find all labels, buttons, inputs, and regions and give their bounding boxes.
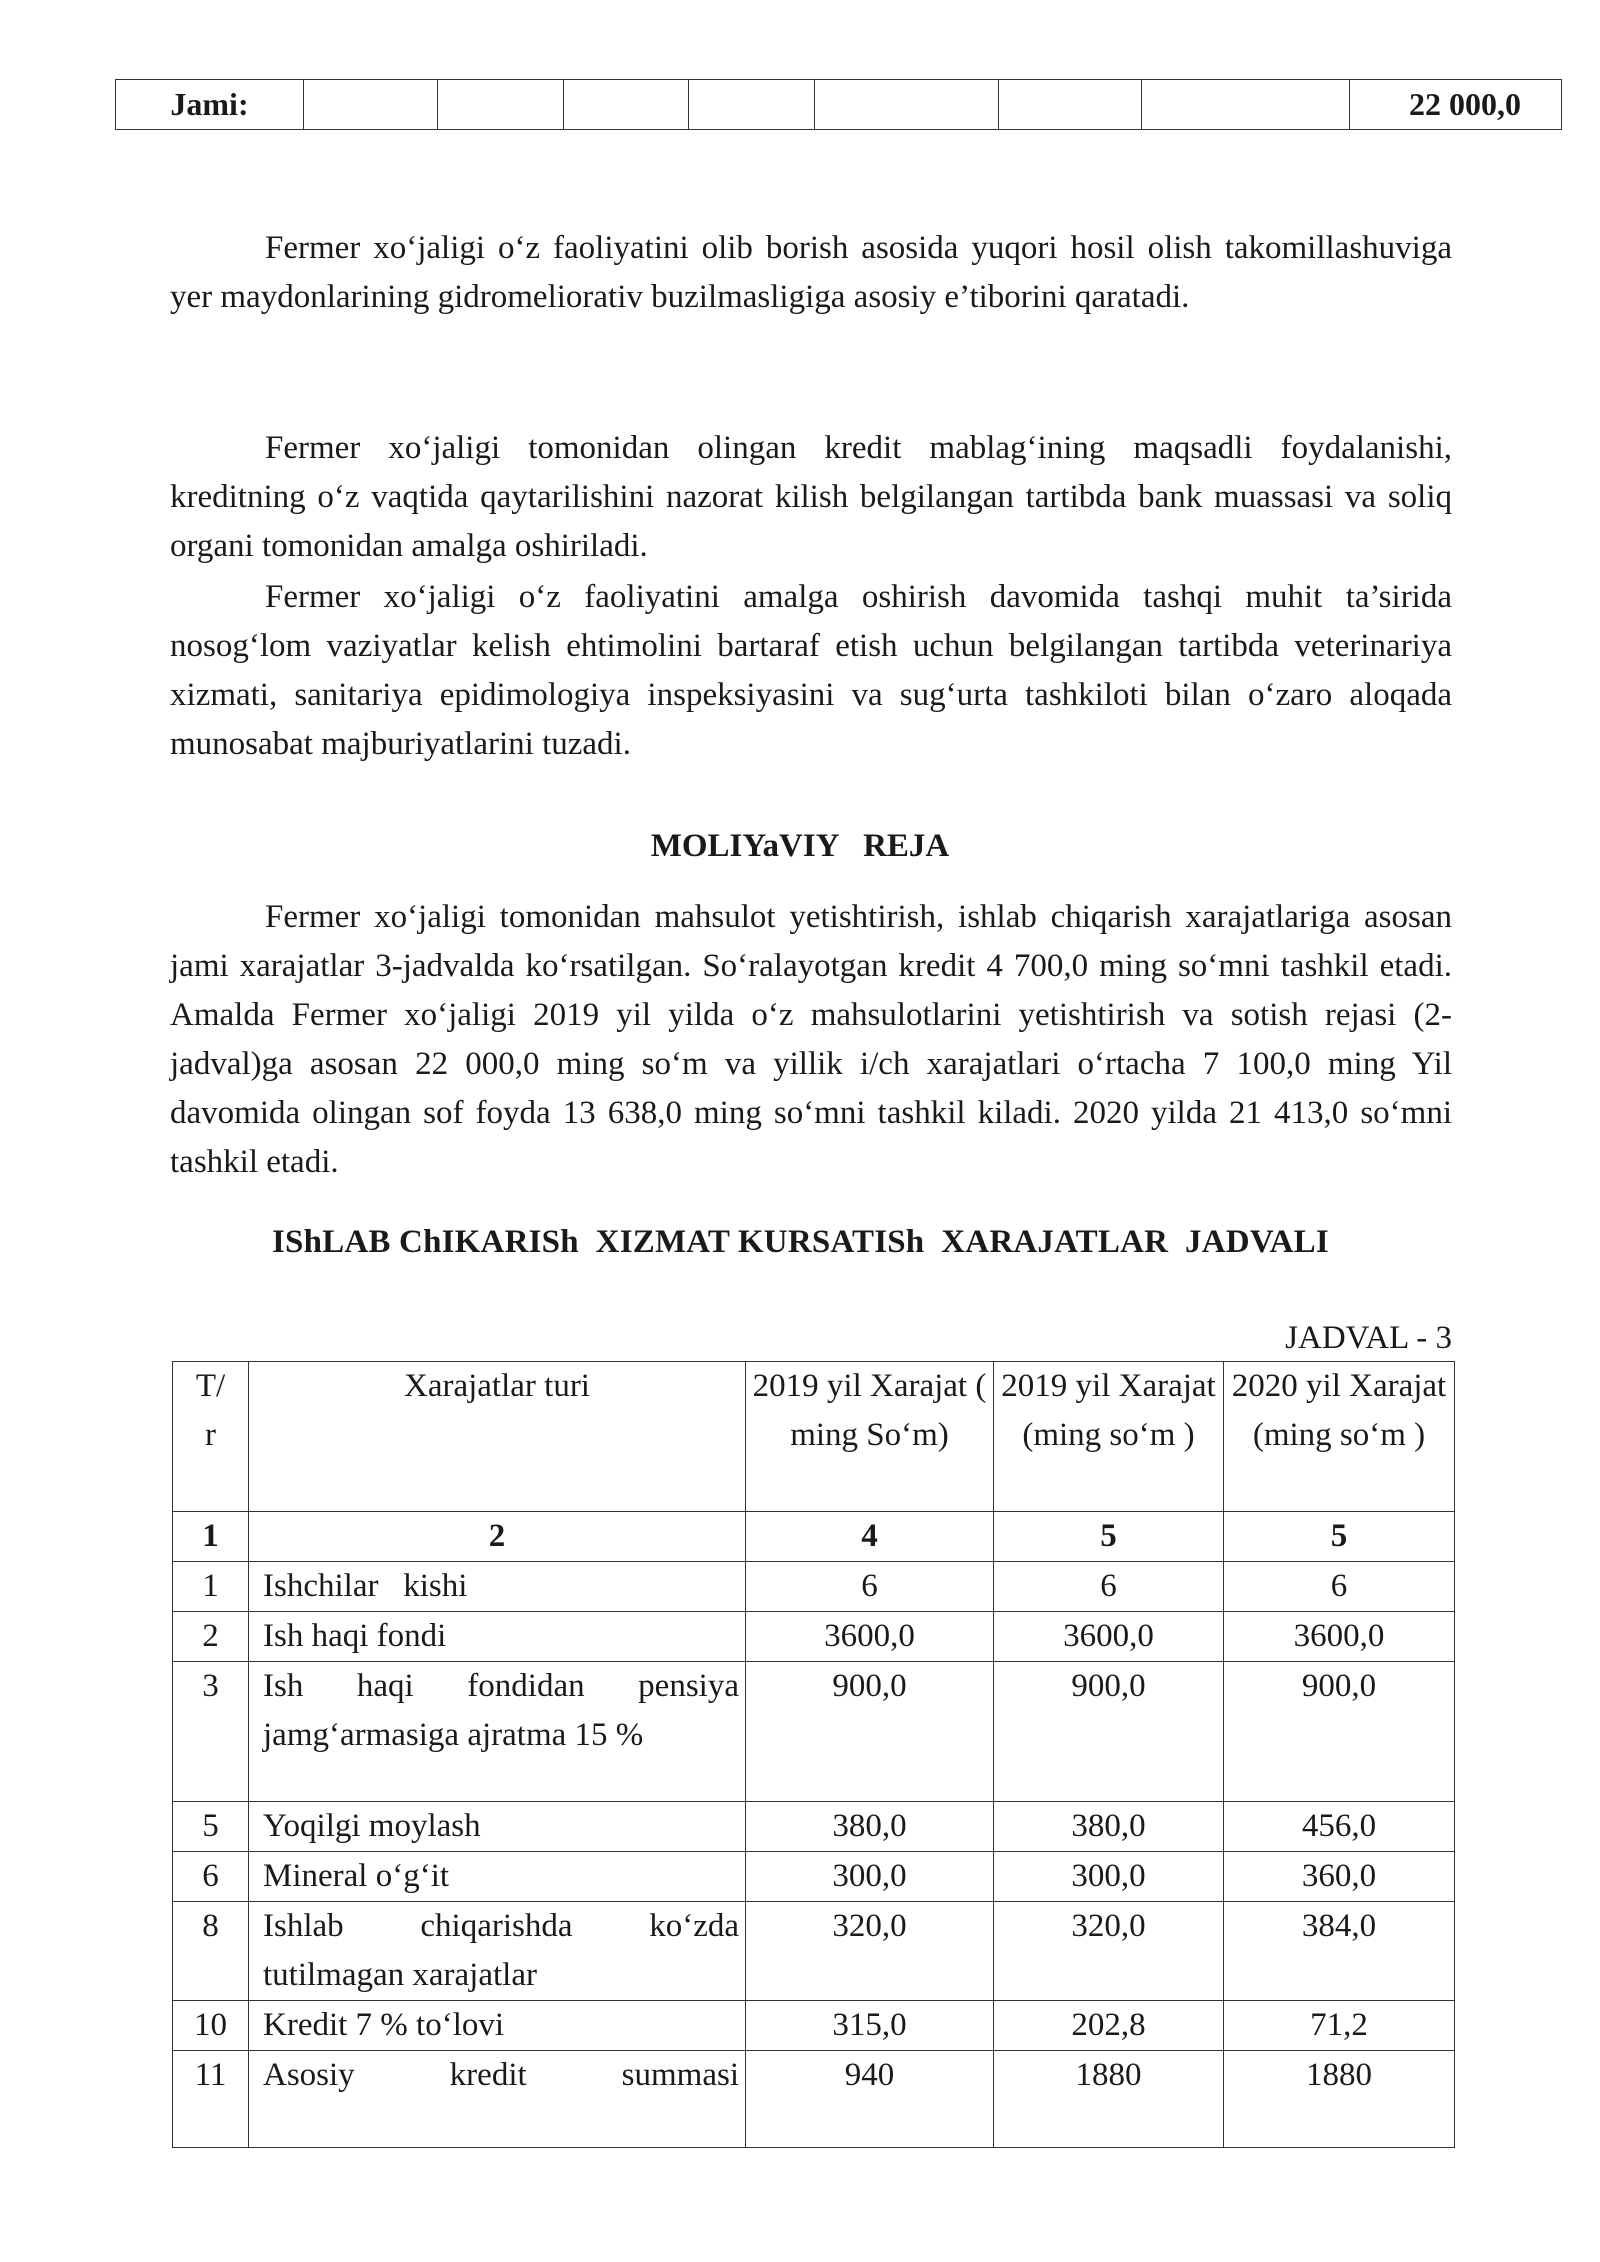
- column-number: 2: [249, 1512, 746, 1562]
- value-2019-a: 320,0: [746, 1902, 994, 2001]
- empty-cell: [304, 80, 438, 130]
- value-2019-b: 202,8: [994, 2001, 1224, 2051]
- empty-cell: [564, 80, 689, 130]
- value-2019-b: 300,0: [994, 1852, 1224, 1902]
- empty-cell: [999, 80, 1142, 130]
- paragraph-tashqi-muhit: Fermer xo‘jaligi o‘z faoliyatini amalga oshirish davomida tashqi muhit ta’sirida nosog‘lom vaziyatlar kelish ehtimolini bartaraf etish uchun belgilangan tartibda veterinariya xizmati, sanitariya epidimologiya inspeksiyasini va sug‘urta tashkiloti bilan o‘zaro aloqada munosabat majburiyatlarini tuzadi.: [170, 579, 1452, 762]
- cost-type: Asosiy kredit summasi: [249, 2051, 746, 2148]
- header-tr: T/ r: [173, 1362, 249, 1512]
- cost-type: Mineral o‘g‘it: [249, 1852, 746, 1902]
- cost-type: Ish haqi fondidan pensiya jamg‘armasiga ajratma 15 %: [249, 1662, 746, 1802]
- value-2019-a: 315,0: [746, 2001, 994, 2051]
- header-2019-a: 2019 yil Xarajat ( ming So‘m): [746, 1362, 994, 1512]
- value-2019-b: 900,0: [994, 1662, 1224, 1802]
- table-row: [173, 2051, 1455, 2148]
- jami-total: 22 000,0: [1350, 80, 1562, 130]
- value-2019-b: 6: [994, 1562, 1224, 1612]
- value-2019-a: 940: [746, 2051, 994, 2148]
- table-title: IShLAB ChIKARISh XIZMAT KURSATISh XARAJATLAR JADVALI: [272, 1224, 1329, 1260]
- column-number: 1: [173, 1512, 249, 1562]
- section-heading-moliyaviy-reja: MOLIYaVIY REJA: [650, 828, 950, 864]
- column-number-row: [173, 1512, 1455, 1562]
- table-number: JADVAL - 3: [1285, 1320, 1452, 1356]
- empty-cell: [815, 80, 999, 130]
- cost-type: Yoqilgi moylash: [249, 1802, 746, 1852]
- table-row: [173, 1662, 1455, 1802]
- value-2019-a: 380,0: [746, 1802, 994, 1852]
- paragraph-moliyaviy-reja: Fermer xo‘jaligi tomonidan mahsulot yetishtirish, ishlab chiqarish xarajatlariga asosan jami xarajatlar 3-jadvalda ko‘rsatilgan. So‘ralayotgan kredit 4 700,0 ming so‘mni tashkil etadi. Amalda Fermer xo‘jaligi 2019 yil yilda o‘z mahsulotlarini yetishtirish va sotish rejasi (2-jadval)ga asosan 22 000,0 ming so‘m va yillik i/ch xarajatlari o‘rtacha 7 100,0 ming Yil davomida olingan sof foyda 13 638,0 ming so‘mni tashkil kiladi. 2020 yilda 21 413,0 so‘mni tashkil etadi.: [170, 899, 1452, 1180]
- row-number: 8: [173, 1902, 249, 2001]
- empty-cell: [438, 80, 564, 130]
- table-row: [173, 1612, 1455, 1662]
- value-2019-b: 380,0: [994, 1802, 1224, 1852]
- cost-type: Ishchilar kishi: [249, 1562, 746, 1612]
- cost-table: [172, 1361, 1455, 2148]
- value-2020: 456,0: [1224, 1802, 1455, 1852]
- value-2020: 1880: [1224, 2051, 1455, 2148]
- empty-cell: [1142, 80, 1350, 130]
- value-2020: 71,2: [1224, 2001, 1455, 2051]
- table-row: [173, 1562, 1455, 1612]
- value-2020: 900,0: [1224, 1662, 1455, 1802]
- value-2020: 3600,0: [1224, 1612, 1455, 1662]
- jami-table: [115, 79, 1562, 130]
- header-2020: 2020 yil Xarajat (ming so‘m ): [1224, 1362, 1455, 1512]
- value-2019-b: 3600,0: [994, 1612, 1224, 1662]
- row-number: 6: [173, 1852, 249, 1902]
- column-number: 5: [994, 1512, 1224, 1562]
- row-number: 2: [173, 1612, 249, 1662]
- value-2019-b: 320,0: [994, 1902, 1224, 2001]
- value-2019-a: 300,0: [746, 1852, 994, 1902]
- value-2019-a: 3600,0: [746, 1612, 994, 1662]
- paragraph-kredit-nazorat: Fermer xo‘jaligi tomonidan olingan kredit mablag‘ining maqsadli foydalanishi, kreditning o‘z vaqtida qaytarilishini nazorat kilish belgilangan tartibda bank muassasi va soliq organi tomonidan amalga oshiriladi.: [170, 430, 1452, 564]
- cost-type: Kredit 7 % to‘lovi: [249, 2001, 746, 2051]
- value-2019-b: 1880: [994, 2051, 1224, 2148]
- value-2019-a: 900,0: [746, 1662, 994, 1802]
- table-row: [173, 1852, 1455, 1902]
- row-number: 10: [173, 2001, 249, 2051]
- row-number: 1: [173, 1562, 249, 1612]
- value-2020: 360,0: [1224, 1852, 1455, 1902]
- header-xarajatlar-turi: Xarajatlar turi: [249, 1362, 746, 1512]
- table-row: [173, 1802, 1455, 1852]
- paragraph-gidromeliorativ: Fermer xo‘jaligi o‘z faoliyatini olib borish asosida yuqori hosil olish takomillashuviga yer maydonlarining gidromeliorativ buzilmasligiga asosiy e’tiborini qaratadi.: [170, 230, 1452, 315]
- jami-label: Jami:: [116, 80, 304, 130]
- cost-type: Ish haqi fondi: [249, 1612, 746, 1662]
- value-2020: 6: [1224, 1562, 1455, 1612]
- jami-row: [116, 80, 1562, 130]
- row-number: 3: [173, 1662, 249, 1802]
- cost-type: Ishlab chiqarishda ko‘zda tutilmagan xarajatlar: [249, 1902, 746, 2001]
- row-number: 11: [173, 2051, 249, 2148]
- empty-cell: [689, 80, 815, 130]
- column-number: 5: [1224, 1512, 1455, 1562]
- row-number: 5: [173, 1802, 249, 1852]
- table-row: [173, 2001, 1455, 2051]
- header-row: [173, 1362, 1455, 1512]
- value-2019-a: 6: [746, 1562, 994, 1612]
- column-number: 4: [746, 1512, 994, 1562]
- header-2019-b: 2019 yil Xarajat (ming so‘m ): [994, 1362, 1224, 1512]
- table-row: [173, 1902, 1455, 2001]
- value-2020: 384,0: [1224, 1902, 1455, 2001]
